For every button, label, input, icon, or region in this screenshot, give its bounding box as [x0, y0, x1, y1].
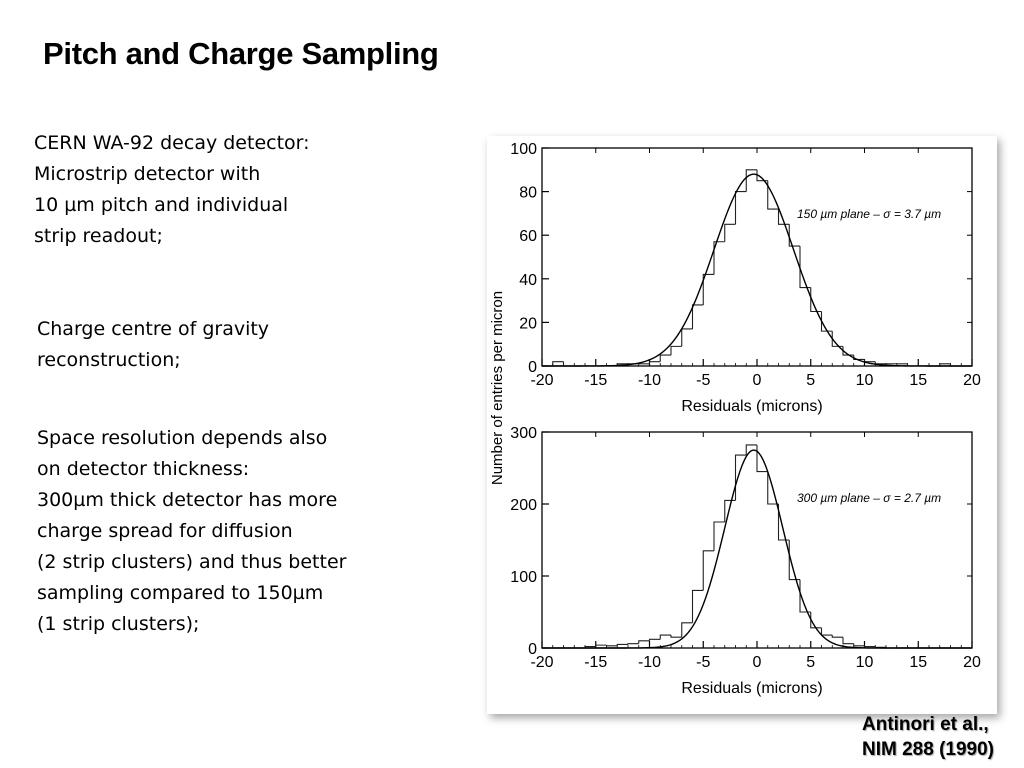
x-tick-label: -5: [696, 654, 711, 671]
histogram-bar: [875, 362, 886, 364]
histogram-bar: [843, 346, 854, 355]
histogram-figure: [487, 136, 997, 714]
x-tick-label: -10: [637, 372, 662, 389]
text-line: CERN WA-92 decay detector:: [34, 132, 310, 154]
x-tick-label: 15: [909, 654, 928, 671]
x-tick-label: 20: [963, 654, 981, 671]
paragraph-resolution: [37, 423, 346, 640]
x-axis-label: Residuals (microns): [681, 398, 823, 415]
histogram-bar: [725, 224, 736, 241]
histogram-bar: [671, 635, 682, 637]
x-tick-label: 5: [806, 372, 816, 389]
histogram-bar: [660, 635, 671, 639]
histogram-bar: [671, 346, 682, 355]
text-line: (1 strip clusters);: [37, 613, 200, 635]
slide-title: Pitch and Charge Sampling: [43, 36, 439, 71]
histogram-bar: [811, 612, 822, 628]
citation: [862, 712, 994, 762]
text-line: on detector thickness:: [37, 458, 250, 480]
histogram-bar: [596, 645, 607, 646]
x-tick-label: 5: [806, 654, 816, 671]
histogram-bar: [843, 637, 854, 643]
gaussian-fit-curve: [542, 174, 972, 366]
histogram-bar: [703, 274, 714, 305]
x-tick-label: -15: [584, 372, 608, 389]
text-line: charge spread for diffusion: [37, 520, 293, 542]
histogram-bar: [660, 355, 671, 362]
histogram-panel-2: [510, 425, 981, 697]
y-tick-label: 0: [528, 641, 537, 658]
text-line: Space resolution depends also: [37, 427, 328, 449]
histogram-bar: [865, 359, 876, 361]
histogram-bar: [607, 645, 618, 646]
x-tick-label: 15: [909, 372, 928, 389]
paragraph-reconstruction: [37, 314, 269, 376]
text-line: 300µm thick detector has more: [37, 489, 338, 511]
histogram-bar: [822, 628, 833, 635]
histogram-bar: [693, 305, 704, 329]
gaussian-fit-curve: [542, 450, 972, 648]
x-tick-label: 0: [752, 654, 762, 671]
x-tick-label: -5: [696, 372, 711, 389]
paragraph-detector-description: [34, 128, 310, 252]
y-tick-label: 100: [510, 141, 537, 158]
citation-journal: NIM 288 (1990): [862, 739, 995, 760]
histogram-bar: [746, 170, 757, 192]
y-tick-label: 0: [528, 359, 537, 376]
y-tick-label: 60: [519, 228, 537, 246]
histogram-bar: [650, 362, 661, 364]
histogram-bar: [822, 312, 833, 332]
y-tick-label: 200: [510, 497, 537, 514]
x-tick-label: 10: [855, 372, 874, 389]
histogram-bar: [865, 646, 876, 647]
citation-authors: Antinori et al.,: [862, 714, 989, 735]
histogram-bar: [682, 329, 693, 346]
histogram-bar: [854, 644, 865, 646]
y-tick-label: 300: [510, 425, 537, 442]
histogram-bar: [639, 641, 650, 644]
text-line: strip readout;: [34, 225, 163, 247]
histogram-svg: [487, 136, 997, 714]
histogram-bar: [628, 644, 639, 645]
text-line: Microstrip detector with: [34, 163, 261, 185]
text-line: sampling compared to 150µm: [37, 582, 324, 604]
histogram-bar: [617, 644, 628, 645]
x-axis-label: Residuals (microns): [681, 680, 823, 697]
y-tick-label: 100: [510, 569, 537, 586]
fit-annotation: 150 µm plane – σ = 3.7 µm: [797, 207, 942, 221]
text-line: 10 µm pitch and individual: [34, 194, 289, 216]
text-line: reconstruction;: [37, 349, 181, 371]
text-line: Charge centre of gravity: [37, 318, 270, 340]
histogram-bar: [832, 331, 843, 346]
fit-annotation: 300 µm plane – σ = 2.7 µm: [797, 491, 942, 505]
y-tick-label: 80: [519, 184, 537, 202]
x-tick-label: 10: [855, 654, 874, 671]
y-tick-label: 20: [519, 315, 537, 333]
x-tick-label: 20: [963, 372, 981, 389]
histogram-bar: [650, 639, 661, 640]
y-tick-label: 40: [519, 271, 537, 289]
shared-y-axis-label: Number of entries per micron: [489, 290, 506, 486]
x-tick-label: -20: [530, 372, 554, 389]
x-tick-label: -20: [530, 654, 554, 671]
histogram-panel-1: [510, 141, 981, 415]
x-tick-label: 0: [752, 372, 762, 389]
text-line: (2 strip clusters) and thus better: [37, 551, 347, 573]
x-tick-label: -15: [584, 654, 608, 671]
histogram-bar: [703, 551, 714, 591]
x-tick-label: -10: [637, 654, 662, 671]
histogram-bar: [736, 192, 747, 225]
histogram-bar: [832, 635, 843, 637]
histogram-bar: [875, 647, 886, 648]
